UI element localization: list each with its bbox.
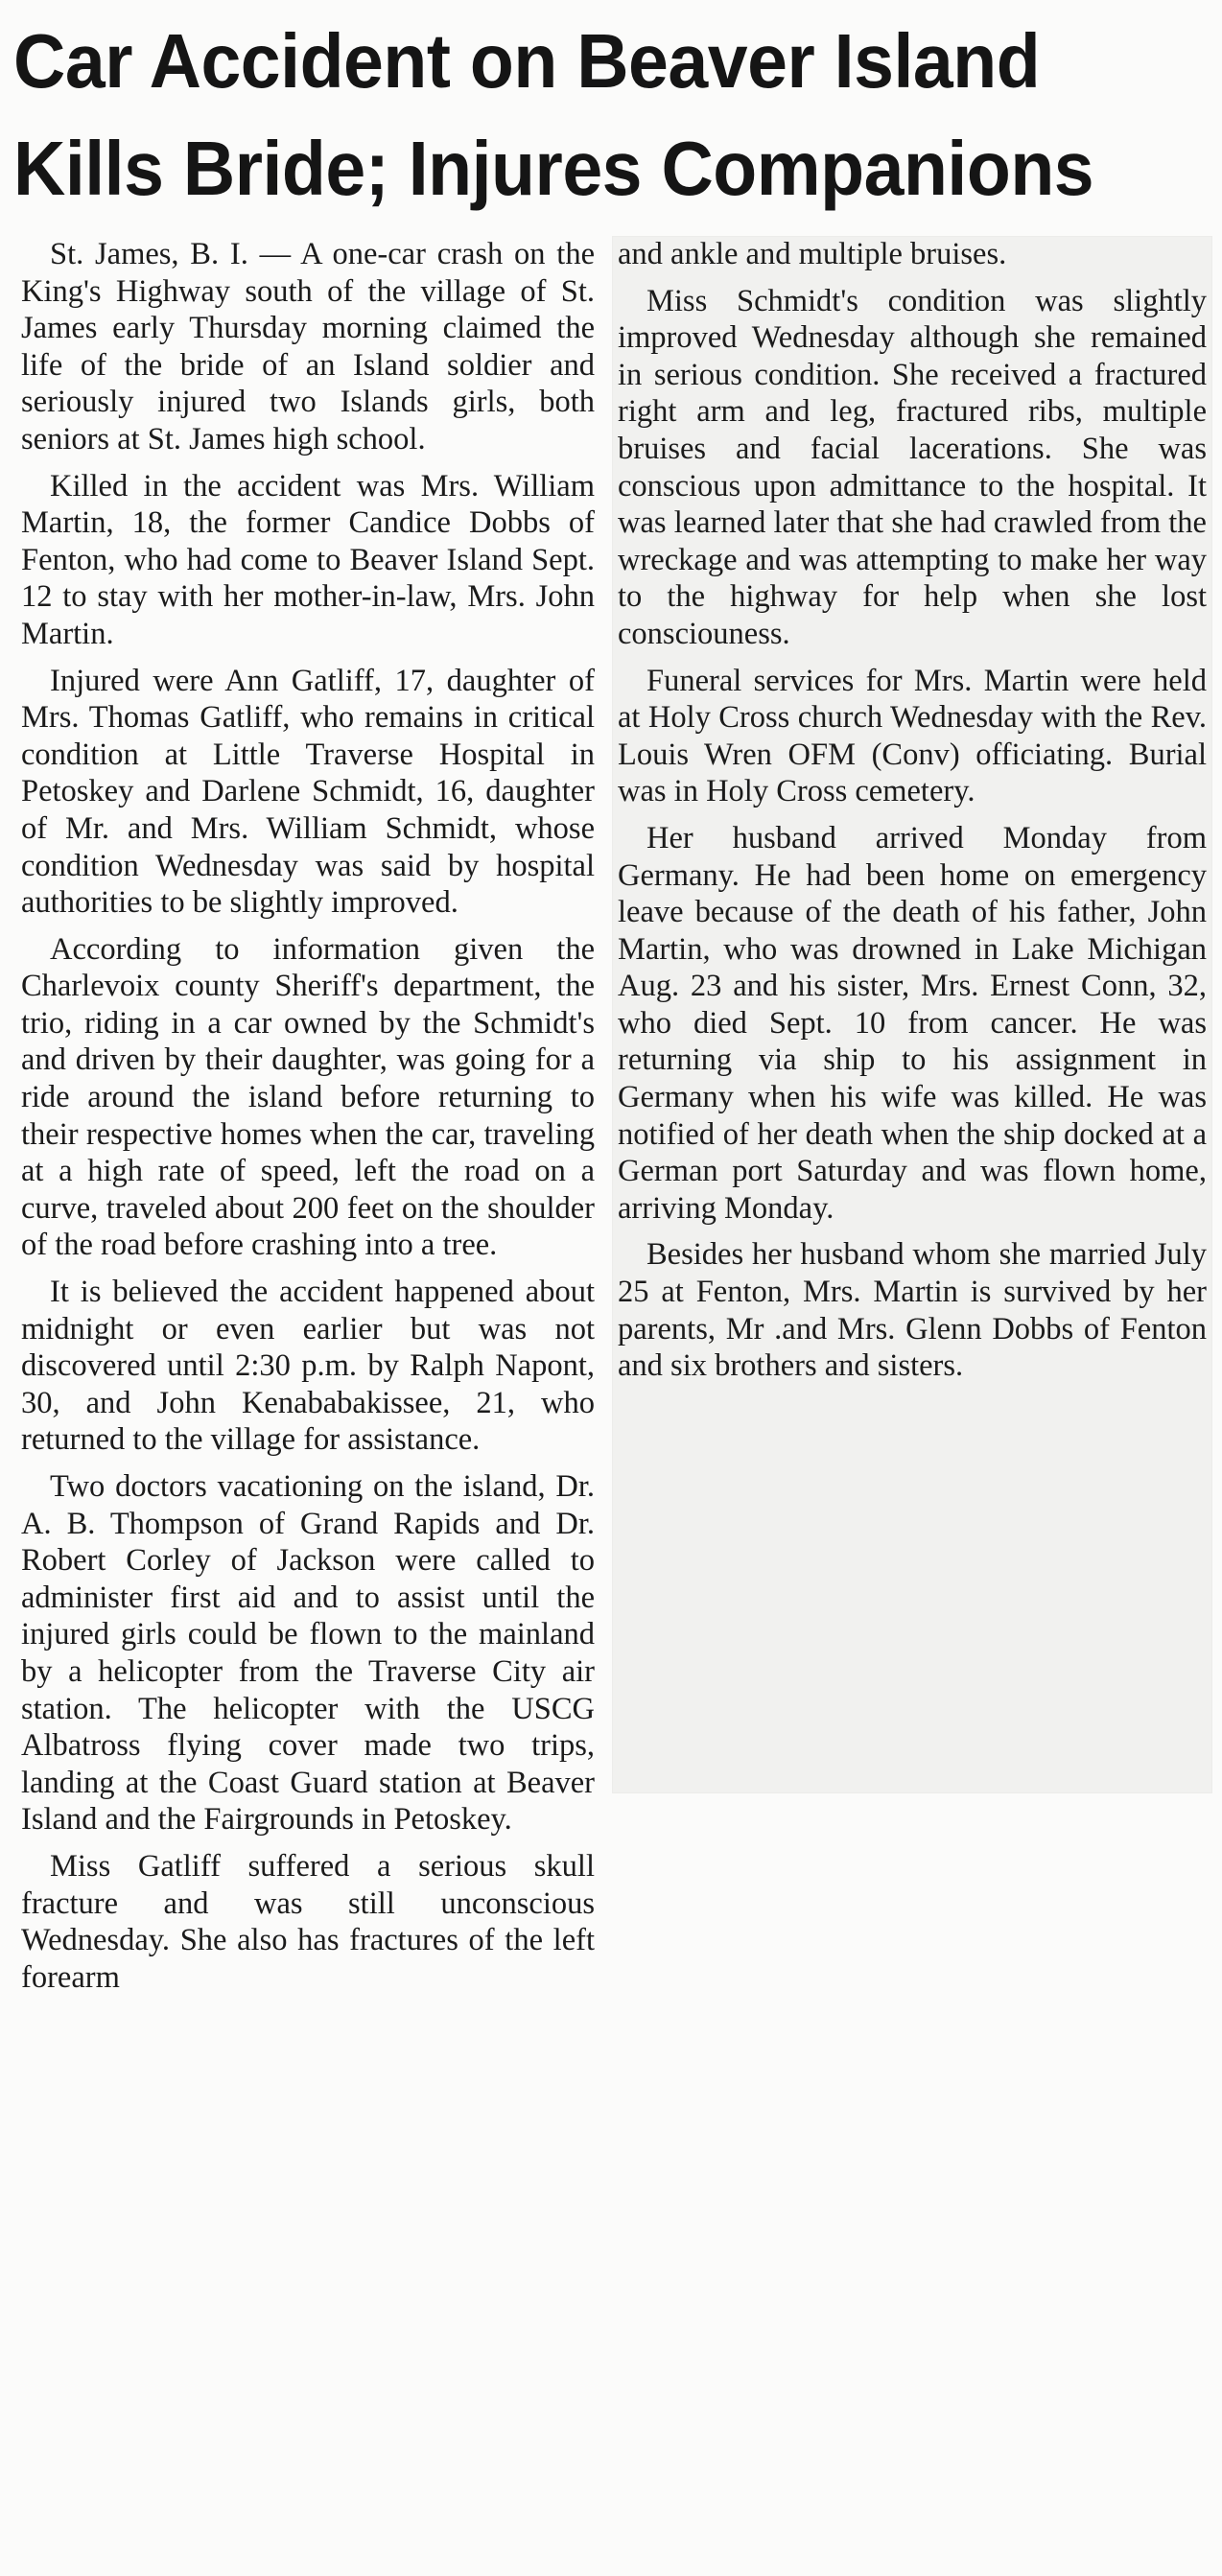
- paragraph-dateline: St. James, B. I. — A one-car crash on the King's Highway south of the village of St. James early Thursday morning claimed the life of the bride of an Island soldier and seriously injured two Islands girls, both seniors at St. James high school.: [21, 237, 595, 457]
- paragraph-husband: Her husband arrived Monday from Germany. He had been home on emergency leave because of the death of his father, John Martin, who was drowned in Lake Michigan Aug. 23 and his sister, Mrs. Ernest Conn, 32, who died Sept. 10 from cancer. He was returning via ship to his assignment in Germany when his wife was killed. He was notified of her death when the ship docked at a German port Saturday and was flown home, arriving Monday.: [618, 820, 1207, 1226]
- paragraph-discovery: It is believed the accident happened about midnight or even earlier but was not discovered until 2:30 p.m. by Ralph Napont, 30, and John Kenababakissee, 21, who returned to the village for assistance.: [21, 1275, 595, 1458]
- paragraph-killed: Killed in the accident was Mrs. William Martin, 18, the former Candice Dobbs of Fenton, who had come to Beaver Island Sept. 12 to stay with her mother-in-law, Mrs. John Martin.: [21, 468, 595, 651]
- paragraph-schmidt: Miss Schmidt's condition was slightly improved Wednesday although she remained in serious condition. She received a fractured right arm and leg, fractured ribs, multiple bruises and facial lacerations. She was conscious upon admittance to the hospital. It was learned later that she had crawled from the wreckage and was attempting to make her way to the highway for help when she lost consciouness.: [618, 283, 1207, 651]
- paragraph-survivors: Besides her husband whom she married July 25 at Fenton, Mrs. Martin is survived by her parents, Mr .and Mrs. Glenn Dobbs of Fenton and six brothers and sisters.: [618, 1237, 1207, 1384]
- headline-line-2: Kills Bride; Injures Companions: [13, 126, 1094, 211]
- headline-line-1: Car Accident on Beaver Island: [13, 18, 1041, 104]
- headline: [13, 8, 1140, 222]
- article-column-right: [612, 236, 1212, 1793]
- article-column-left: [21, 236, 595, 2005]
- paragraph-gatliff: Miss Gatliff suffered a serious skull fracture and was still unconscious Wednesday. She also has fractures of the left forearm: [21, 1848, 595, 1995]
- paragraph-injured: Injured were Ann Gatliff, 17, daughter of Mrs. Thomas Gatliff, who remains in critical condition at Little Traverse Hospital in Petoskey and Darlene Schmidt, 16, daughter of Mr. and Mrs. William Schmidt, whose condition Wednesday was said by hospital authorities to be slightly improved.: [21, 663, 595, 921]
- paragraph-funeral: Funeral services for Mrs. Martin were held at Holy Cross church Wednesday with the Rev. Louis Wren OFM (Conv) officiating. Burial was in Holy Cross cemetery.: [618, 663, 1207, 809]
- paragraph-continuation: and ankle and multiple bruises.: [618, 237, 1007, 271]
- paragraph-doctors: Two doctors vacationing on the island, Dr. A. B. Thompson of Grand Rapids and Dr. Robert Corley of Jackson were called to administer first aid and to assist until the injured girls could be flown to the mainland by a helicopter from the Traverse City air station. The helicopter with the USCG Albatross flying cover made two trips, landing at the Coast Guard station at Beaver Island and the Fairgrounds in Petoskey.: [21, 1469, 595, 1838]
- paragraph-sheriff-report: According to information given the Charlevoix county Sheriff's department, the trio, riding in a car owned by the Schmidt's and driven by their daughter, was going for a ride around the island before returning to their respective homes when the car, traveling at a high rate of speed, left the road on a curve, traveled about 200 feet on the shoulder of the road before crashing into a tree.: [21, 931, 595, 1263]
